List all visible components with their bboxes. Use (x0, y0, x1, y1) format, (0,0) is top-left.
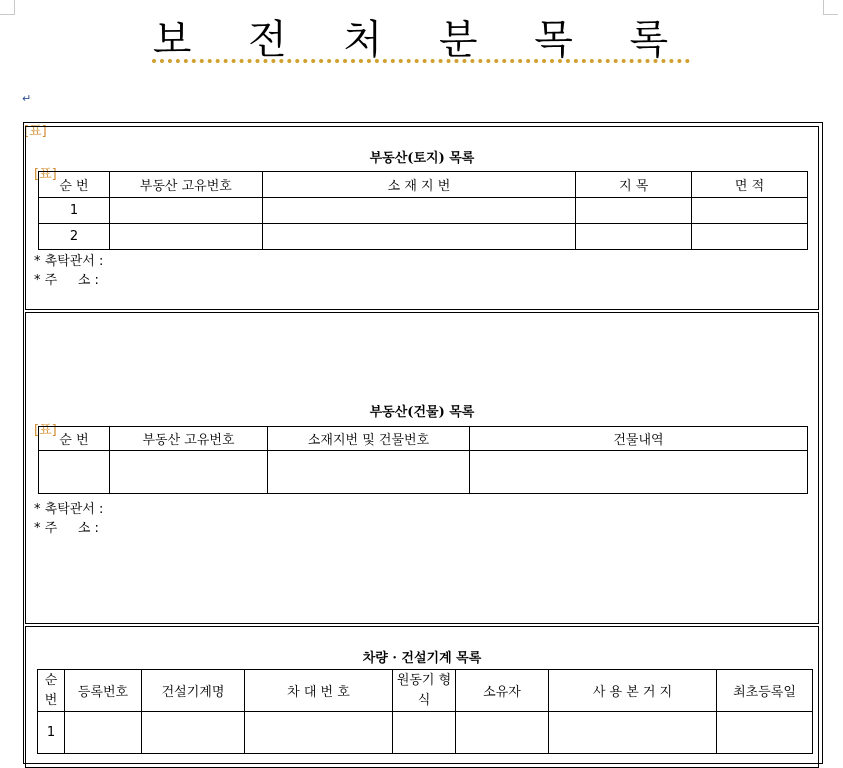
table-cell[interactable] (456, 712, 549, 754)
land-header-category: 지 목 (576, 172, 692, 198)
land-header-row (39, 172, 808, 198)
table-tag-building: [표] (34, 423, 57, 438)
building-list-title: 부동산(건물) 목록 (369, 405, 475, 420)
table-cell[interactable] (109, 224, 262, 250)
vehicle-header-owner: 소유자 (456, 670, 549, 712)
land-address-line: * 주 소 : (34, 273, 104, 288)
land-section (25, 126, 819, 310)
vehicle-header-engine: 원동기 형식 (393, 670, 456, 712)
land-header-no: 순 번 (39, 172, 110, 198)
table-cell[interactable] (576, 198, 692, 224)
vehicle-header-no: 순 번 (38, 670, 65, 712)
document-title: 보 전 처 분 목 록 (152, 17, 691, 63)
table-cell[interactable] (692, 224, 808, 250)
paragraph-mark: ↵ (22, 92, 32, 105)
table-row (39, 451, 808, 494)
land-list-title: 부동산(토지) 목록 (369, 151, 475, 166)
table-cell[interactable] (549, 712, 717, 754)
table-cell[interactable] (576, 224, 692, 250)
table-tag-land: [표] (34, 167, 57, 182)
building-header-row (39, 427, 808, 451)
land-header-location: 소 재 지 번 (262, 172, 576, 198)
vehicle-header-chassis: 차 대 번 호 (245, 670, 393, 712)
table-tag-outer: [표] (24, 124, 47, 139)
table-cell[interactable] (717, 712, 813, 754)
table-row (39, 198, 808, 224)
land-office-line: * 촉탁관서 : (34, 254, 104, 269)
building-header-location: 소재지번 및 건물번호 (268, 427, 470, 451)
table-cell[interactable] (268, 451, 470, 494)
land-table (38, 171, 808, 250)
table-cell[interactable] (142, 712, 245, 754)
table-cell[interactable]: 1 (39, 198, 110, 224)
table-row (39, 224, 808, 250)
building-office-line: * 촉탁관서 : (34, 502, 104, 517)
land-header-area: 면 적 (692, 172, 808, 198)
vehicle-header-base: 사 용 본 거 지 (549, 670, 717, 712)
vehicle-header-firstreg: 최초등록일 (717, 670, 813, 712)
building-address-line: * 주 소 : (34, 521, 104, 536)
table-cell[interactable] (65, 712, 142, 754)
vehicle-table (37, 669, 813, 754)
table-cell[interactable] (262, 198, 576, 224)
building-header-detail: 건물내역 (470, 427, 808, 451)
vehicle-list-title: 차량 · 건설기계 목록 (362, 651, 482, 666)
table-cell[interactable] (109, 198, 262, 224)
table-cell[interactable] (39, 451, 110, 494)
building-table (38, 426, 808, 494)
land-header-id: 부동산 고유번호 (109, 172, 262, 198)
table-row (38, 712, 813, 754)
vehicle-section (25, 626, 819, 768)
table-cell[interactable] (393, 712, 456, 754)
table-cell[interactable]: 2 (39, 224, 110, 250)
vehicle-header-row (38, 670, 813, 712)
building-header-no: 순 번 (39, 427, 110, 451)
building-header-id: 부동산 고유번호 (110, 427, 268, 451)
table-cell[interactable] (470, 451, 808, 494)
vehicle-header-reg: 등록번호 (65, 670, 142, 712)
table-cell[interactable]: 1 (38, 712, 65, 754)
vehicle-header-machine: 건설기계명 (142, 670, 245, 712)
table-cell[interactable] (692, 198, 808, 224)
table-cell[interactable] (262, 224, 576, 250)
table-cell[interactable] (110, 451, 268, 494)
building-section (25, 312, 819, 624)
table-cell[interactable] (245, 712, 393, 754)
